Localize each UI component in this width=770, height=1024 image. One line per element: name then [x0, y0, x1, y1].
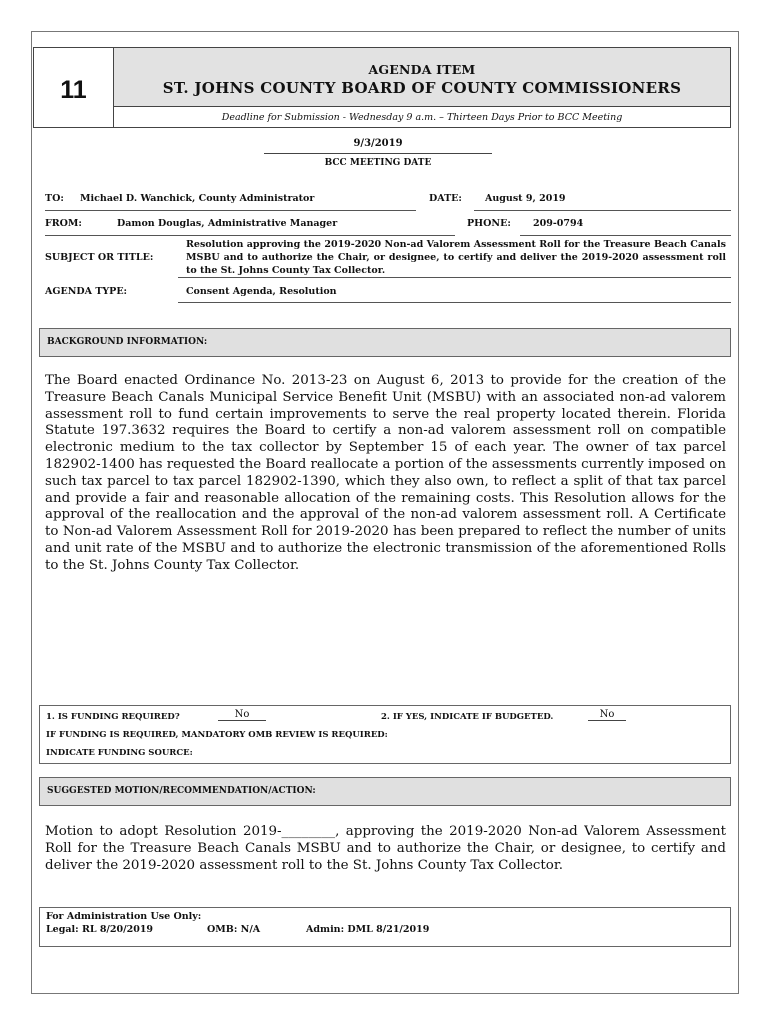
date-label: DATE: [429, 193, 462, 204]
from-underline [45, 235, 455, 236]
to-label: TO: [45, 193, 64, 204]
agenda-type-value: Consent Agenda, Resolution [186, 286, 337, 297]
omb-review: OMB: N/A [207, 924, 261, 935]
admin-heading: For Administration Use Only: [46, 911, 202, 922]
background-heading: BACKGROUND INFORMATION: [39, 328, 731, 357]
agenda-header [33, 47, 731, 128]
date-value: August 9, 2019 [485, 193, 566, 204]
to-value: Michael D. Wanchick, County Administrator [80, 193, 315, 204]
funding-box [39, 705, 731, 764]
date-underline [474, 210, 731, 211]
to-underline [45, 210, 416, 211]
from-label: FROM: [45, 218, 82, 229]
phone-underline [520, 235, 731, 236]
funding-source-label: INDICATE FUNDING SOURCE: [46, 748, 193, 758]
funding-required-label: 1. IS FUNDING REQUIRED? [46, 712, 180, 722]
funding-required-value: No [218, 709, 266, 721]
admin-review: Admin: DML 8/21/2019 [306, 924, 430, 935]
submission-deadline: Deadline for Submission - Wednesday 9 a.m. – Thirteen Days Prior to BCC Meeting [221, 112, 623, 123]
board-title: ST. JOHNS COUNTY BOARD OF COUNTY COMMISSIONERS [162, 79, 682, 97]
subject-value: Resolution approving the 2019-2020 Non-ad Valorem Assessment Roll for the Treasure Beach Canals MSBU and to authorize the Chair, or designee, to certify and deliver the 2019-2020 assessment roll to the St. Johns County Tax Collector. [186, 239, 726, 276]
omb-review-note: IF FUNDING IS REQUIRED, MANDATORY OMB REVIEW IS REQUIRED: [46, 730, 388, 740]
agenda-type-underline [178, 302, 731, 303]
phone-label: PHONE: [467, 218, 511, 229]
phone-value: 209-0794 [533, 218, 584, 229]
admin-box [39, 907, 731, 947]
subject-underline [178, 277, 731, 278]
motion-text: Motion to adopt Resolution 2019-________, approving the 2019-2020 Non-ad Valorem Assessment Roll for the Treasure Beach Canals MSBU and to authorize the Chair, or designee, to certify and deliver the 2019-2020 assessment roll to the St. Johns County Tax Collector. [45, 824, 726, 873]
agenda-item-number: 11 [34, 48, 114, 127]
agenda-type-label: AGENDA TYPE: [45, 286, 128, 297]
meeting-date: 9/3/2019 [264, 138, 492, 154]
meeting-date-label: BCC MEETING DATE [324, 158, 432, 168]
subject-label: SUBJECT OR TITLE: [45, 252, 154, 263]
funding-budgeted-label: 2. IF YES, INDICATE IF BUDGETED. [381, 712, 554, 722]
funding-budgeted-value: No [588, 709, 626, 721]
agenda-item-title: AGENDA ITEM [368, 62, 476, 77]
background-text: The Board enacted Ordinance No. 2013-23 on August 6, 2013 to provide for the creation of the Treasure Beach Canals Municipal Service Benefit Unit (MSBU) with an associated non-ad valorem assessment roll to fund certain improvements to serve the real property located therein. Florida Statute 197.3632 requires the Board to certify a non-ad valorem assessment roll on compatible electronic medium to the tax collector by September 15 of each year. The owner of tax parcel 182902-1400 has requested the Board reallocate a portion of the assessments currently imposed on such tax parcel to tax parcel 182902-1390, which they also own, to reflect a split of that tax parcel and provide a fair and reasonable allocation of the remaining costs. This Resolution allows for the approval of the reallocation and the approval of the non-ad valorem assessment roll. A Certificate to Non-ad Valorem Assessment Roll for 2019-2020 has been prepared to reflect the number of units and unit rate of the MSBU and to authorize the electronic transmission of the aforementioned Rolls to the St. Johns County Tax Collector. [45, 373, 726, 573]
agenda-title-box [114, 48, 730, 107]
legal-review: Legal: RL 8/20/2019 [46, 924, 154, 935]
meeting-date-block [264, 138, 492, 168]
from-value: Damon Douglas, Administrative Manager [117, 218, 338, 229]
motion-heading: SUGGESTED MOTION/RECOMMENDATION/ACTION: [39, 777, 731, 806]
